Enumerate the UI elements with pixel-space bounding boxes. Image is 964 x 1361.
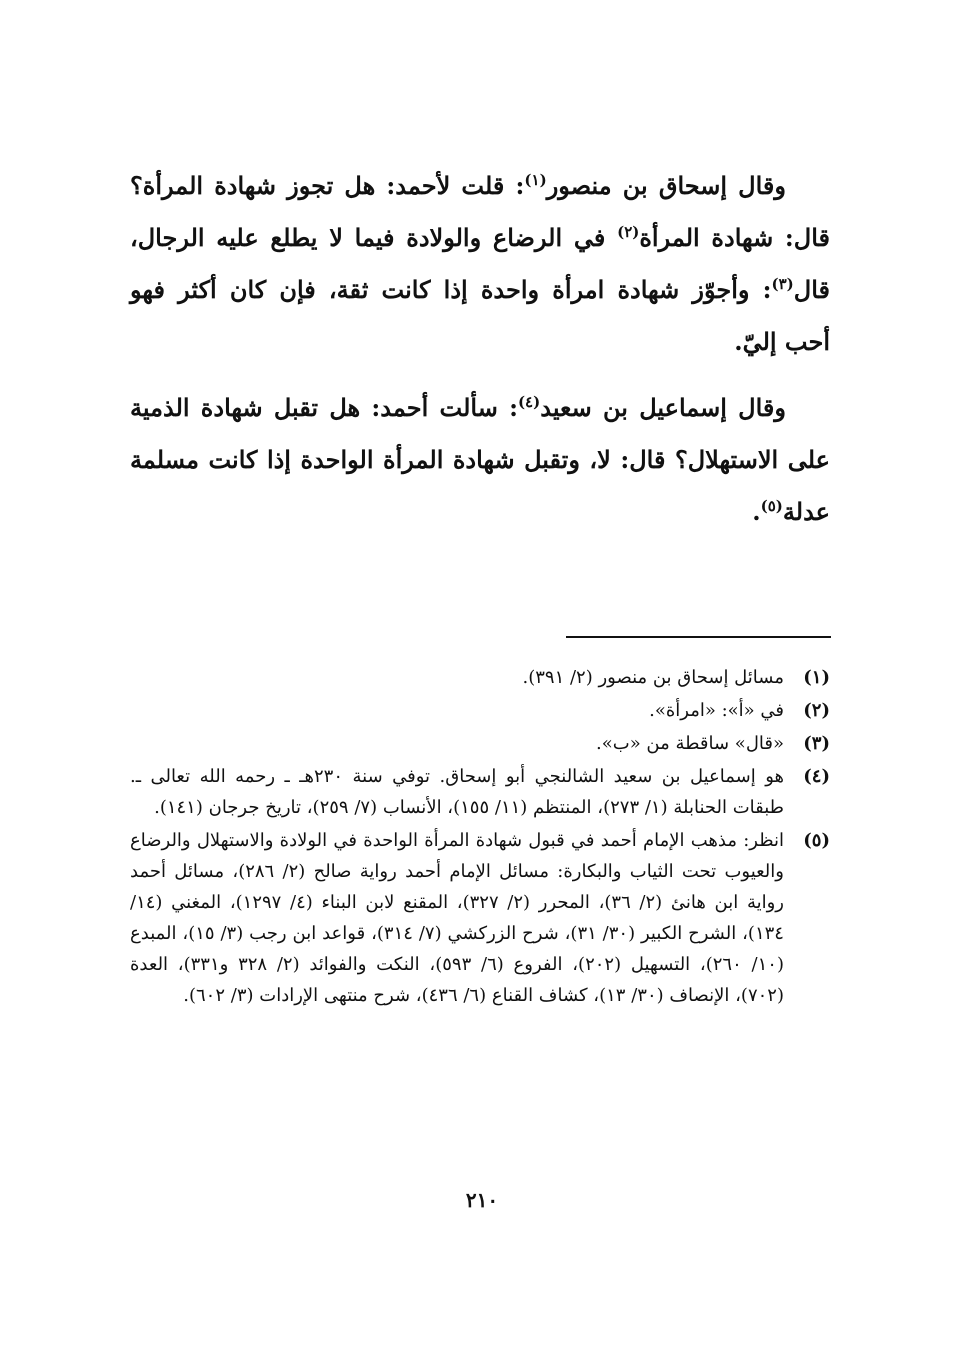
footnote-5 (130, 825, 830, 1011)
footnote-number: (٢) (803, 700, 830, 721)
footnote-separator (566, 636, 831, 638)
footnotes (130, 662, 830, 1013)
footnote-text: هو إسماعيل بن سعيد الشالنجي أبو إسحاق. توفي سنة ٢٣٠هـ ـ رحمه الله تعالى ـ. طبقات الحنابلة (١/ ٢٧٣)، المنتظم (١١/ ١٥٥)، الأنساب (٧/ ٢٥٩)، تاريخ جرجان (١٤١). (130, 766, 785, 818)
footnote-2 (130, 695, 830, 726)
footnote-number: (١) (803, 667, 830, 688)
footnote-reference-1: (١) (524, 171, 547, 189)
footnote-number: (٥) (803, 830, 830, 851)
footnote-3 (130, 728, 830, 759)
footnote-number: (٤) (803, 766, 830, 787)
text-segment: : سألت أحمد: هل تقبل شهادة الذمية على الاستهلال؟ قال: لا، وتقبل شهادة المرأة الواحدة إذا كانت مسلمة عدلة (130, 393, 830, 526)
text-segment: : قلت لأحمد: هل تجوز شهادة المرأة؟ قال: شهادة المرأة (130, 171, 830, 252)
text-segment: . (752, 497, 761, 526)
footnote-reference-5: (٥) (760, 497, 783, 515)
footnote-text: انظر: مذهب الإمام أحمد في قبول شهادة المرأة الواحدة في الولادة والاستهلال والرضاع والعيوب تحت الثياب والبكارة: مسائل الإمام أحمد رواية صالح (٢/ ٢٨٦)، مسائل أحمد رواية ابن هانئ (٢/ ٣٦)، المحرر (٢/ ٣٢٧)، المقنع لابن البناء (٤/ ١٢٩٧)، المغني (١٤/ ١٣٤)، الشرح الكبير (٣٠/ ٣١)، شرح الزركشي (٧/ ٣١٤)، قواعد ابن رجب (٣/ ١٥)، المبدع (١٠/ ٢٦٠)، التسهيل (٢٠٢)، الفروع (٦/ ٥٩٣)، النكت والفوائد (٢/ ٣٢٨ و٣٣١)، العدة (٧٠٢)، الإنصاف (٣٠/ ١٣)، كشاف القناع (٦/ ٤٣٦)، شرح منتهى الإرادات (٣/ ٦٠٢). (130, 830, 784, 1006)
footnote-reference-2: (٢) (617, 223, 640, 241)
text-segment: : وأجوّز شهادة امرأة واحدة إذا كانت ثقة، فإن كان أكثر فهو أحب إليّ. (130, 275, 830, 356)
text-segment: وقال إسماعيل بن سعيد (540, 393, 786, 422)
text-segment: في الرضاع والولادة فيما لا يطلع عليه الرجال، قال (130, 223, 830, 304)
main-paragraph-1 (130, 160, 830, 368)
footnote-1 (130, 662, 830, 693)
paragraph-text (130, 160, 830, 368)
footnote-4 (130, 761, 830, 823)
main-paragraph-2 (130, 382, 830, 538)
footnote-number: (٣) (803, 733, 830, 754)
footnote-reference-3: (٣) (771, 275, 794, 293)
footnote-text: مسائل إسحاق بن منصور (٢/ ٣٩١). (522, 667, 784, 688)
footnote-reference-4: (٤) (517, 393, 541, 411)
page-number: ٢١٠ (465, 1188, 499, 1212)
footnote-text: في «أ»: «امرأة». (649, 700, 784, 721)
footnote-text: «قال» ساقطة من «ب». (596, 733, 784, 754)
paragraph-text (130, 382, 830, 538)
text-segment: وقال إسحاق بن منصور (546, 171, 786, 200)
